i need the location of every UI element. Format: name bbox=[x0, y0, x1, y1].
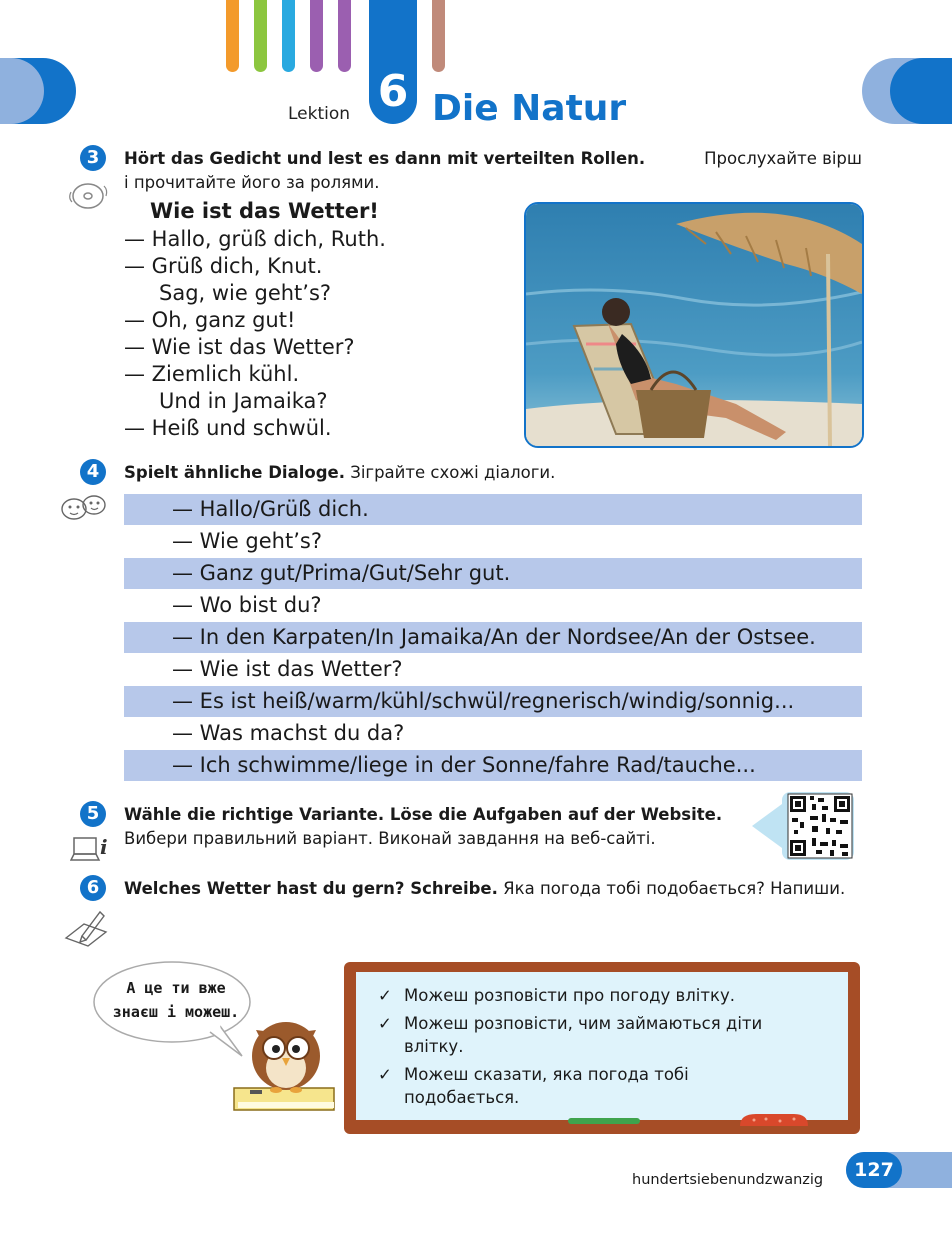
dialogue-text-4: — Wo bist du? bbox=[172, 593, 322, 617]
summary-item-3 bbox=[378, 1063, 838, 1109]
summary-item-2-text-1: Можеш розповісти, чим займаються діти bbox=[404, 1014, 763, 1033]
check-icon: ✓ bbox=[378, 1065, 392, 1084]
page-title: Die Natur bbox=[432, 88, 627, 129]
dialogue-row-1 bbox=[124, 494, 862, 525]
chalk-stick-icon bbox=[566, 1116, 646, 1126]
stripe-violet bbox=[338, 0, 351, 72]
task-4-number: 4 bbox=[80, 459, 106, 485]
poem-line-5: — Wie ist das Wetter? bbox=[124, 335, 355, 359]
poem-line-1: — Hallo, grüß dich, Ruth. bbox=[124, 227, 386, 251]
pen-writing-icon bbox=[64, 908, 108, 948]
task-3-number: 3 bbox=[80, 145, 106, 171]
cd-disc-icon bbox=[66, 176, 110, 212]
dialogue-row-3 bbox=[124, 558, 862, 589]
task-4-instruction bbox=[124, 461, 555, 485]
stripe-green bbox=[254, 0, 267, 72]
poem-line-2: — Grüß dich, Knut. bbox=[124, 254, 323, 278]
summary-item-2-text-2: влітку. bbox=[404, 1037, 464, 1056]
dialogue-text-9: — Ich schwimme/liege in der Sonne/fahre Rad/tauche... bbox=[172, 753, 756, 777]
stripe-orange bbox=[226, 0, 239, 72]
dialogue-row-2 bbox=[124, 526, 862, 557]
dialogue-row-7 bbox=[124, 686, 862, 717]
task-6-number: 6 bbox=[80, 875, 106, 901]
dialogue-row-6 bbox=[124, 654, 862, 685]
task-6-instruction bbox=[124, 877, 845, 901]
poem-line-6: — Ziemlich kühl. bbox=[124, 362, 300, 386]
stripe-purple bbox=[310, 0, 323, 72]
page-number: 127 bbox=[846, 1152, 902, 1188]
summary-item-3-text-1: Можеш сказати, яка погода тобі bbox=[404, 1065, 689, 1084]
poem-line-3: Sag, wie geht’s? bbox=[159, 281, 332, 305]
summary-item-1-text: Можеш розповісти про погоду влітку. bbox=[404, 986, 735, 1005]
speech-bubble-line-2: знаєш і можеш. bbox=[112, 1003, 240, 1021]
right-edge-tab-inner bbox=[890, 58, 952, 124]
beach-photo bbox=[524, 202, 864, 448]
lesson-number: 6 bbox=[377, 66, 409, 117]
dialogue-text-6: — Wie ist das Wetter? bbox=[172, 657, 403, 681]
two-faces-talking-icon bbox=[58, 493, 110, 523]
task-3-instruction-de: Hört das Gedicht und lest es dann mit verteilten Rollen. bbox=[124, 149, 646, 168]
dialogue-text-3: — Ganz gut/Prima/Gut/Sehr gut. bbox=[172, 561, 511, 585]
svg-text:i: i bbox=[100, 835, 108, 859]
task-3-instruction-ua-1: Прослухайте вірш bbox=[704, 149, 862, 168]
stripe-cyan bbox=[282, 0, 295, 72]
page-number-word: hundertsiebenundzwanzig bbox=[632, 1172, 824, 1188]
summary-item-3-text-2: подобається. bbox=[404, 1088, 520, 1107]
task-6-instruction-de: Welches Wetter hast du gern? Schreibe. bbox=[124, 879, 498, 898]
dialogue-row-9 bbox=[124, 750, 862, 781]
lesson-word: Lektion bbox=[288, 104, 351, 124]
dialogue-text-8: — Was machst du da? bbox=[172, 721, 405, 745]
check-icon: ✓ bbox=[378, 1014, 392, 1033]
laptop-info-icon bbox=[70, 832, 114, 866]
poem-line-7: Und in Jamaika? bbox=[159, 389, 328, 413]
dialogue-text-1: — Hallo/Grüß dich. bbox=[172, 497, 369, 521]
task-4-instruction-ua: Зіграйте схожі діалоги. bbox=[350, 463, 556, 482]
dialogue-text-7: — Es ist heiß/warm/kühl/schwül/regnerisch/windig/sonnig... bbox=[172, 689, 795, 713]
summary-item-1 bbox=[378, 984, 838, 1007]
task-6-instruction-ua: Яка погода тобі подобається? Напиши. bbox=[503, 879, 846, 898]
poem-title: Wie ist das Wetter! bbox=[150, 199, 379, 223]
dialogue-row-8 bbox=[124, 718, 862, 749]
stripe-brown bbox=[432, 0, 445, 72]
owl-on-book-icon bbox=[228, 1010, 340, 1116]
check-icon: ✓ bbox=[378, 986, 392, 1005]
speech-bubble-line-1: А це ти вже bbox=[126, 979, 226, 997]
dialogue-text-5: — In den Karpaten/In Jamaika/An der Nordsee/An der Ostsee. bbox=[172, 625, 816, 649]
task-5-instruction-ua: Вибери правильний варіант. Виконай завдання на веб-сайті. bbox=[124, 829, 656, 848]
poem-line-8: — Heiß und schwül. bbox=[124, 416, 332, 440]
task-5-number: 5 bbox=[80, 801, 106, 827]
task-3-instruction-ua-2: і прочитайте його за ролями. bbox=[124, 173, 380, 192]
task-5-instruction bbox=[124, 803, 722, 851]
dialogue-row-5 bbox=[124, 622, 862, 653]
qr-code[interactable] bbox=[752, 790, 856, 860]
task-5-instruction-de: Wähle die richtige Variante. Löse die Aufgaben auf der Website. bbox=[124, 805, 723, 824]
dialogue-text-2: — Wie geht’s? bbox=[172, 529, 322, 553]
task-3-instruction bbox=[124, 147, 862, 195]
board-eraser-icon bbox=[736, 1110, 812, 1128]
task-4-instruction-de: Spielt ähnliche Dialoge. bbox=[124, 463, 345, 482]
poem-line-4: — Oh, ganz gut! bbox=[124, 308, 296, 332]
dialogue-row-4 bbox=[124, 590, 862, 621]
summary-item-2 bbox=[378, 1012, 838, 1058]
